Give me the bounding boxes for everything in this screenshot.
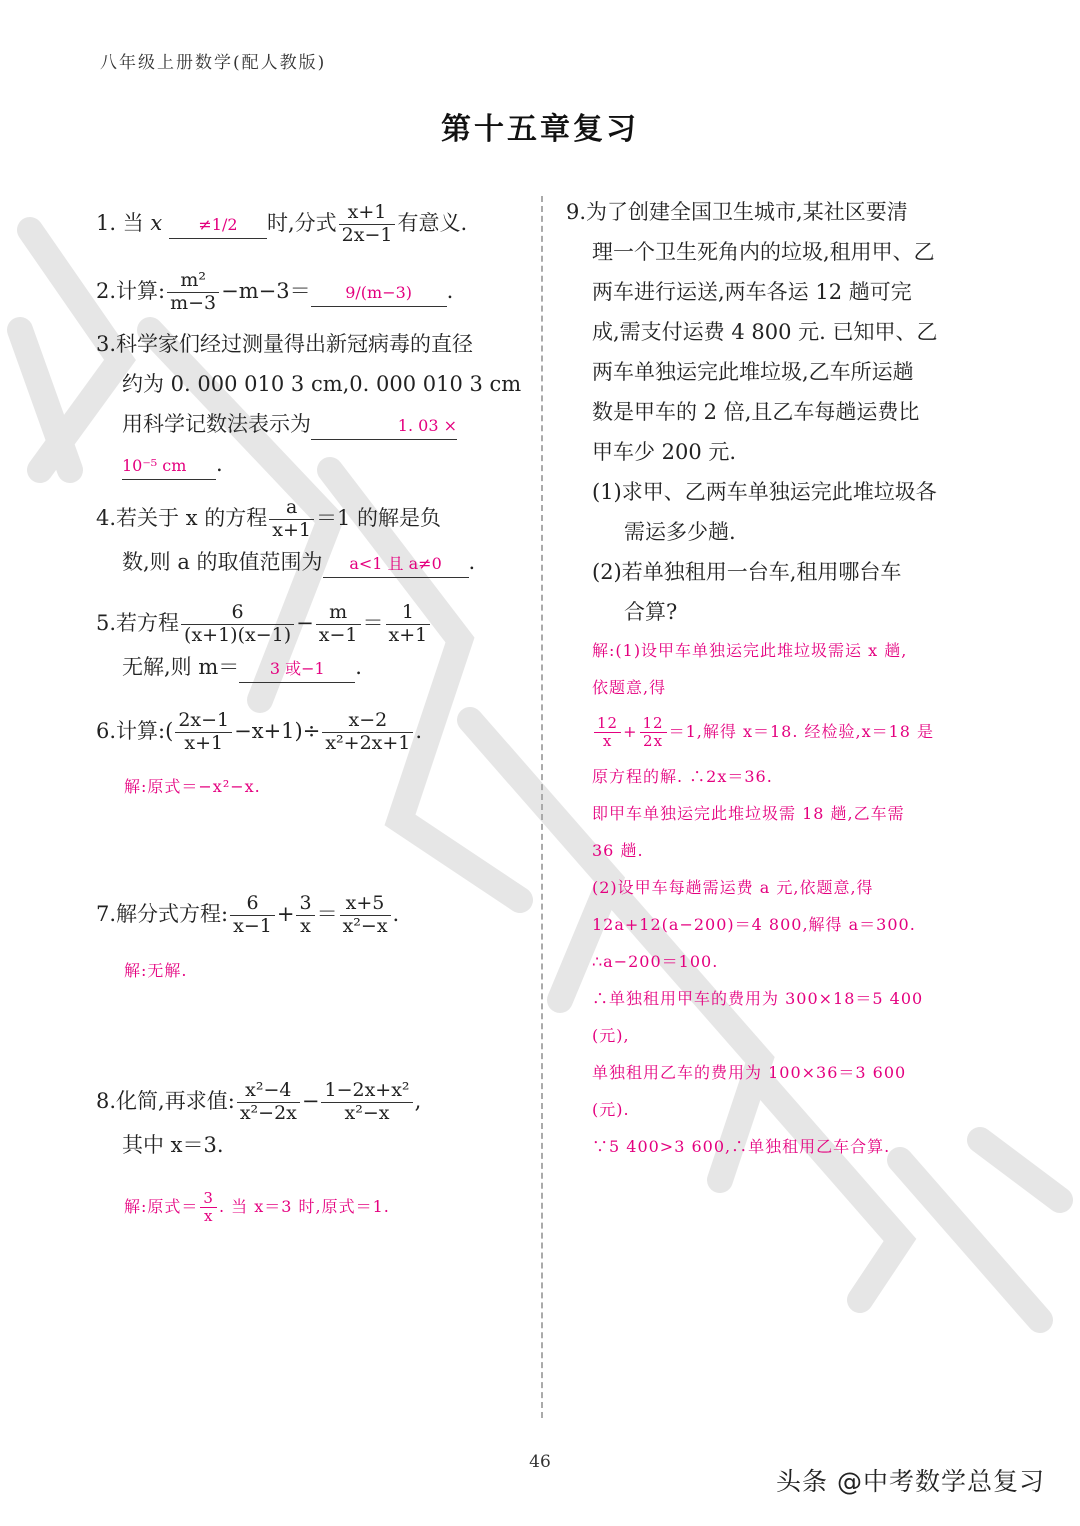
q9-line: 成,需支付运费 4 800 元. 已知甲、乙: [592, 320, 938, 344]
q7-fraction-2: [296, 893, 314, 938]
q7-frac-2-numerator: 3: [296, 893, 314, 916]
question-3: [96, 324, 521, 484]
q9-solution-line: 依题意,得: [592, 678, 667, 697]
q8-sol-frac-denominator: x: [203, 1207, 214, 1225]
q7-frac-3-denominator: x²−x: [342, 914, 388, 937]
q7-operator-1: +: [276, 901, 295, 926]
q8-sol-frac-numerator: 3: [200, 1190, 217, 1208]
q1-text: 当: [122, 210, 144, 235]
q8-frac-1-numerator: x²−4: [237, 1080, 300, 1103]
q9-line: 理一个卫生死角内的垃圾,租用甲、乙: [592, 240, 935, 264]
q1-fraction: [339, 202, 396, 247]
q9-sol-frac-1-numerator: 12: [594, 715, 621, 733]
q7-frac-2-denominator: x: [300, 914, 311, 937]
q8-line-2: 其中 x＝3.: [122, 1132, 224, 1157]
question-2: [96, 270, 453, 315]
q9-solution-line: ∴单独租用甲车的费用为 300×18＝5 400: [592, 989, 924, 1008]
q5-frac-3-numerator: 1: [386, 602, 431, 625]
q9-solution-line: ∵5 400>3 600,∴单独租用乙车合算.: [592, 1137, 891, 1156]
q5-answer-blank: [239, 654, 355, 683]
q5-fraction-2: [316, 602, 361, 647]
q8-frac-1-denominator: x²−2x: [239, 1101, 297, 1124]
q7-frac-1-denominator: x−1: [233, 914, 272, 937]
q4-fraction: [269, 497, 314, 542]
q9-line: 甲车少 200 元.: [592, 440, 737, 464]
q5-fraction-1: [181, 602, 294, 647]
q9-sol-fraction-2: [640, 715, 667, 751]
q8-tail: ,: [414, 1088, 422, 1113]
q2-frac-denominator: m−3: [170, 291, 217, 314]
q8-operator-1: −: [301, 1088, 320, 1113]
q1-text-2: 时,分式: [266, 210, 337, 235]
q2-frac-numerator: m²: [167, 270, 219, 293]
q9-sol-frac-2-denominator: 2x: [643, 732, 664, 750]
q5-fraction-3: [386, 602, 431, 647]
q9-sol-frac-1-denominator: x: [602, 732, 613, 750]
q9-line: 为了创建全国卫生城市,某社区要清: [586, 200, 908, 224]
q8-fraction-1: [237, 1080, 300, 1125]
q7-solution: 解:无解.: [124, 961, 188, 980]
q5-line-2: 无解,则 m＝: [122, 654, 240, 679]
q3-answer-blank-1: [311, 411, 457, 440]
q9-part-2-line-2: 合算?: [624, 600, 678, 624]
question-4: [96, 497, 475, 582]
q5-frac-2-numerator: m: [316, 602, 361, 625]
q9-sol-frac-2-numerator: 12: [640, 715, 667, 733]
q3-line-3: 用科学记数法表示为: [122, 412, 311, 436]
question-number: 2.: [96, 278, 117, 303]
q4-text: 若关于 x 的方程: [116, 505, 268, 530]
q7-text: 解分式方程:: [116, 901, 229, 926]
q9-solution-line: 即甲车单独运完此堆垃圾需 18 趟,乙车需: [592, 804, 905, 823]
q9-part-2: [592, 552, 901, 632]
question-number: 3.: [96, 332, 117, 356]
q9-solution-line: 36 趟.: [592, 841, 644, 860]
q9-sol-operator: +: [623, 722, 638, 741]
q1-tail: 有意义.: [397, 210, 468, 235]
q1-answer-blank: [169, 210, 267, 239]
q9-solution-line: 单独租用乙车的费用为 100×36＝3 600: [592, 1063, 907, 1082]
q9-solution-equation: [592, 706, 934, 758]
q5-frac-3-denominator: x+1: [388, 623, 428, 646]
q9-solution: [592, 632, 934, 1165]
book-header: 八年级上册数学(配人教版): [100, 53, 327, 73]
q7-frac-3-numerator: x+5: [340, 893, 391, 916]
q4-tail: .: [468, 549, 476, 574]
q9-solution-line: 原方程的解. ∴2x＝36.: [592, 767, 773, 786]
q6-frac-1-denominator: x+1: [184, 731, 224, 754]
q8-solution-text-2: . 当 x＝3 时,原式＝1.: [218, 1197, 390, 1216]
q6-text-2: −x+1)÷: [234, 718, 321, 743]
q1-frac-denominator: 2x−1: [341, 223, 393, 246]
q3-line-2: 约为 0. 000 010 3 cm,0. 000 010 3 cm: [122, 372, 522, 396]
q3-answer-blank-2: [122, 451, 216, 480]
q6-frac-2-denominator: x²+2x+1: [325, 731, 411, 754]
q9-line: 两车单独运完此堆垃圾,乙车所运趟: [592, 360, 914, 384]
question-number: 6.: [96, 718, 117, 743]
q6-fraction-2: [322, 710, 413, 755]
q8-frac-2-numerator: 1−2x+x²: [321, 1080, 412, 1103]
q5-tail: .: [355, 654, 362, 679]
q3-tail: .: [216, 452, 223, 476]
q3-line-1: 科学家们经过测量得出新冠病毒的直径: [116, 332, 474, 356]
q4-text-2: ＝1 的解是负: [315, 505, 442, 530]
q8-solution-fraction: [200, 1190, 217, 1226]
q1-frac-numerator: x+1: [339, 202, 396, 225]
q2-text: 计算:: [116, 278, 166, 303]
q4-frac-numerator: a: [269, 497, 314, 520]
question-1: [96, 202, 467, 247]
q6-fraction-1: [175, 710, 232, 755]
q9-part-1-line-2: 需运多少趟.: [624, 520, 736, 544]
q5-frac-1-denominator: (x+1)(x−1): [184, 623, 292, 646]
q9-solution-line: 12a+12(a−200)＝4 800,解得 a＝300.: [592, 915, 916, 934]
q9-line: 两车进行运送,两车各运 12 趟可完: [592, 280, 912, 304]
q9-sol-fraction-1: [594, 715, 621, 751]
q9-solution-line: (元),: [592, 1026, 630, 1045]
q8-solution: [124, 1188, 390, 1225]
q9-line: 数是甲车的 2 倍,且乙车每趟运费比: [592, 400, 920, 424]
q7-operator-2: ＝: [316, 901, 338, 926]
chapter-title: 第十五章复习: [441, 112, 639, 147]
q9-part-1: [592, 472, 937, 552]
q3-answer-part-2: 10⁻⁵ cm: [122, 456, 187, 475]
q6-frac-1-numerator: 2x−1: [175, 710, 232, 733]
question-number: 4.: [96, 505, 117, 530]
q7-fraction-1: [230, 893, 275, 938]
q8-frac-2-denominator: x²−x: [344, 1101, 390, 1124]
q7-tail: .: [392, 901, 400, 926]
q9-solution-line: (2)设甲车每趟需运费 a 元,依题意,得: [592, 878, 874, 897]
q6-frac-2-numerator: x−2: [322, 710, 413, 733]
question-8: [96, 1080, 421, 1165]
q6-tail: .: [415, 718, 423, 743]
q5-operator-2: ＝: [362, 610, 384, 635]
q2-tail: .: [446, 278, 454, 303]
source-watermark: 头条 @中考数学总复习: [776, 1467, 1045, 1496]
question-6: [96, 710, 422, 755]
q5-operator-1: −: [296, 610, 314, 635]
q6-text: 计算:(: [116, 718, 174, 743]
question-number: 5.: [96, 610, 117, 635]
q2-answer: 9/(m−3): [345, 282, 413, 302]
q5-frac-1-numerator: 6: [181, 602, 294, 625]
q9-solution-text: ＝1,解得 x＝18. 经检验,x＝18 是: [668, 722, 935, 741]
q2-answer-blank: [311, 278, 447, 307]
q4-line-2: 数,则 a 的取值范围为: [122, 549, 323, 574]
question-number: 7.: [96, 901, 117, 926]
q1-variable: x: [150, 210, 163, 235]
question-5: [96, 602, 432, 687]
q7-fraction-3: [340, 893, 391, 938]
q2-text-2: −m−3＝: [221, 278, 311, 303]
q8-text: 化简,再求值:: [116, 1088, 235, 1113]
q4-answer-blank: [323, 549, 469, 578]
q3-answer-part-1: 1. 03 ×: [397, 416, 457, 435]
q9-solution-line: 解:(1)设甲车单独运完此堆垃圾需运 x 趟,: [592, 641, 908, 660]
question-number: 8.: [96, 1088, 117, 1113]
q2-fraction: [167, 270, 219, 315]
question-number: 1.: [96, 210, 117, 235]
q9-part-2-line-1: (2)若单独租用一台车,租用哪台车: [592, 560, 902, 584]
question-7: [96, 893, 399, 938]
q9-part-1-line-1: (1)求甲、乙两车单独运完此堆垃圾各: [592, 480, 937, 504]
q6-solution: 解:原式＝−x²−x.: [124, 777, 261, 796]
q5-frac-2-denominator: x−1: [318, 623, 358, 646]
q4-frac-denominator: x+1: [272, 518, 311, 541]
q8-solution-text: 解:原式＝: [124, 1197, 199, 1216]
question-9: [566, 192, 938, 472]
column-divider: [541, 196, 543, 1418]
q7-frac-1-numerator: 6: [230, 893, 275, 916]
q8-fraction-2: [321, 1080, 412, 1125]
q4-answer: a<1 且 a≠0: [349, 553, 442, 573]
q5-text: 若方程: [116, 610, 180, 635]
q5-answer: 3 或−1: [269, 658, 325, 678]
question-number: 9.: [566, 200, 587, 224]
q1-answer: ≠1/2: [198, 214, 238, 234]
page-number: 46: [529, 1452, 551, 1472]
q9-solution-line: ∴a−200＝100.: [592, 952, 719, 971]
q9-solution-line: (元).: [592, 1100, 630, 1119]
